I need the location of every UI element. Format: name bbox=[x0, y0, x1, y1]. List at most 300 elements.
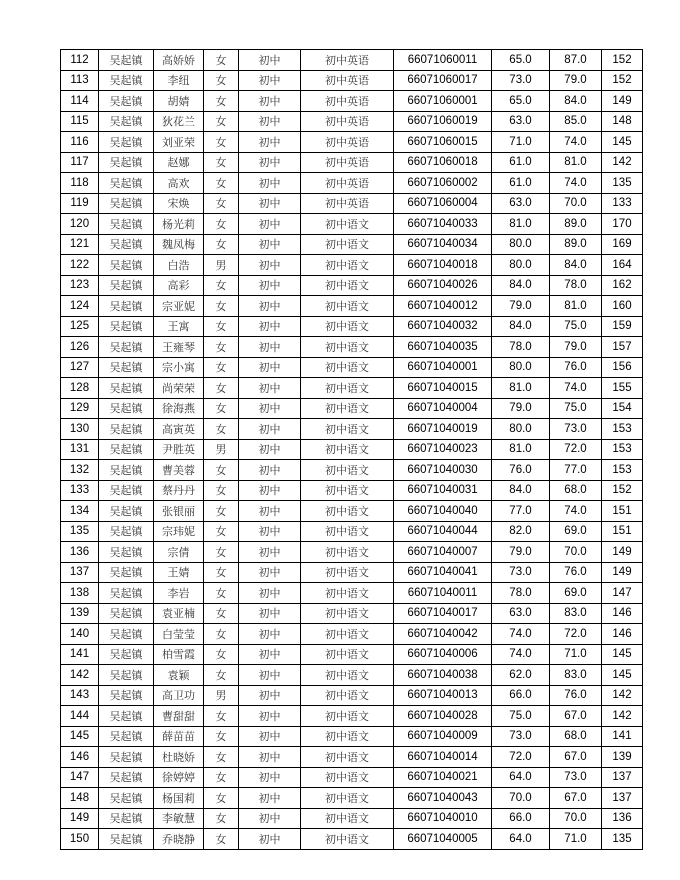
score-1-cell: 64.0 bbox=[492, 767, 550, 788]
name-cell: 宋焕 bbox=[154, 193, 204, 214]
subject-cell: 初中语文 bbox=[301, 255, 394, 276]
gender-cell: 女 bbox=[204, 767, 239, 788]
name-cell: 王寓 bbox=[154, 316, 204, 337]
gender-cell: 女 bbox=[204, 747, 239, 768]
town-cell: 吴起镇 bbox=[99, 152, 154, 173]
score-2-cell: 68.0 bbox=[550, 726, 602, 747]
subject-cell: 初中语文 bbox=[301, 808, 394, 829]
town-cell: 吴起镇 bbox=[99, 808, 154, 829]
name-cell: 杨光莉 bbox=[154, 214, 204, 235]
table-row bbox=[61, 316, 643, 337]
table-row bbox=[61, 296, 643, 317]
table-row bbox=[61, 111, 643, 132]
total-cell: 157 bbox=[602, 337, 643, 358]
score-2-cell: 84.0 bbox=[550, 255, 602, 276]
exam-id-cell: 66071040004 bbox=[394, 398, 492, 419]
table-row bbox=[61, 234, 643, 255]
level-cell: 初中 bbox=[239, 808, 301, 829]
gender-cell: 女 bbox=[204, 665, 239, 686]
score-1-cell: 80.0 bbox=[492, 419, 550, 440]
score-2-cell: 70.0 bbox=[550, 808, 602, 829]
total-cell: 145 bbox=[602, 132, 643, 153]
row-number-cell: 136 bbox=[61, 542, 99, 563]
town-cell: 吴起镇 bbox=[99, 521, 154, 542]
subject-cell: 初中语文 bbox=[301, 398, 394, 419]
score-1-cell: 70.0 bbox=[492, 788, 550, 809]
subject-cell: 初中语文 bbox=[301, 357, 394, 378]
score-1-cell: 78.0 bbox=[492, 337, 550, 358]
table-row bbox=[61, 542, 643, 563]
score-2-cell: 71.0 bbox=[550, 829, 602, 850]
gender-cell: 女 bbox=[204, 726, 239, 747]
name-cell: 柏雪霞 bbox=[154, 644, 204, 665]
gender-cell: 女 bbox=[204, 808, 239, 829]
score-1-cell: 63.0 bbox=[492, 603, 550, 624]
name-cell: 王雍琴 bbox=[154, 337, 204, 358]
row-number-cell: 113 bbox=[61, 70, 99, 91]
total-cell: 156 bbox=[602, 357, 643, 378]
name-cell: 乔晓静 bbox=[154, 829, 204, 850]
level-cell: 初中 bbox=[239, 501, 301, 522]
name-cell: 高卫功 bbox=[154, 685, 204, 706]
table-row bbox=[61, 70, 643, 91]
row-number-cell: 146 bbox=[61, 747, 99, 768]
row-number-cell: 144 bbox=[61, 706, 99, 727]
exam-id-cell: 66071060019 bbox=[394, 111, 492, 132]
name-cell: 杨国莉 bbox=[154, 788, 204, 809]
subject-cell: 初中英语 bbox=[301, 50, 394, 71]
level-cell: 初中 bbox=[239, 152, 301, 173]
town-cell: 吴起镇 bbox=[99, 255, 154, 276]
total-cell: 146 bbox=[602, 603, 643, 624]
total-cell: 141 bbox=[602, 726, 643, 747]
total-cell: 142 bbox=[602, 685, 643, 706]
score-1-cell: 80.0 bbox=[492, 234, 550, 255]
town-cell: 吴起镇 bbox=[99, 50, 154, 71]
row-number-cell: 133 bbox=[61, 480, 99, 501]
gender-cell: 女 bbox=[204, 234, 239, 255]
total-cell: 135 bbox=[602, 829, 643, 850]
score-2-cell: 76.0 bbox=[550, 357, 602, 378]
table-row bbox=[61, 460, 643, 481]
town-cell: 吴起镇 bbox=[99, 132, 154, 153]
subject-cell: 初中语文 bbox=[301, 480, 394, 501]
name-cell: 王婧 bbox=[154, 562, 204, 583]
score-1-cell: 80.0 bbox=[492, 255, 550, 276]
table-row bbox=[61, 255, 643, 276]
score-1-cell: 74.0 bbox=[492, 644, 550, 665]
row-number-cell: 116 bbox=[61, 132, 99, 153]
table-row bbox=[61, 603, 643, 624]
name-cell: 高彩 bbox=[154, 275, 204, 296]
table-row bbox=[61, 665, 643, 686]
town-cell: 吴起镇 bbox=[99, 644, 154, 665]
name-cell: 宗小寓 bbox=[154, 357, 204, 378]
score-2-cell: 77.0 bbox=[550, 460, 602, 481]
table-row bbox=[61, 214, 643, 235]
name-cell: 尚荣荣 bbox=[154, 378, 204, 399]
gender-cell: 女 bbox=[204, 152, 239, 173]
subject-cell: 初中语文 bbox=[301, 829, 394, 850]
subject-cell: 初中语文 bbox=[301, 234, 394, 255]
row-number-cell: 124 bbox=[61, 296, 99, 317]
table-body bbox=[61, 50, 643, 850]
subject-cell: 初中语文 bbox=[301, 562, 394, 583]
score-1-cell: 84.0 bbox=[492, 316, 550, 337]
subject-cell: 初中英语 bbox=[301, 193, 394, 214]
subject-cell: 初中语文 bbox=[301, 706, 394, 727]
level-cell: 初中 bbox=[239, 788, 301, 809]
exam-id-cell: 66071060018 bbox=[394, 152, 492, 173]
score-2-cell: 75.0 bbox=[550, 316, 602, 337]
table-row bbox=[61, 624, 643, 645]
town-cell: 吴起镇 bbox=[99, 562, 154, 583]
total-cell: 154 bbox=[602, 398, 643, 419]
gender-cell: 女 bbox=[204, 296, 239, 317]
row-number-cell: 131 bbox=[61, 439, 99, 460]
row-number-cell: 138 bbox=[61, 583, 99, 604]
row-number-cell: 134 bbox=[61, 501, 99, 522]
town-cell: 吴起镇 bbox=[99, 767, 154, 788]
level-cell: 初中 bbox=[239, 521, 301, 542]
total-cell: 142 bbox=[602, 706, 643, 727]
town-cell: 吴起镇 bbox=[99, 665, 154, 686]
name-cell: 薛苗苗 bbox=[154, 726, 204, 747]
subject-cell: 初中语文 bbox=[301, 419, 394, 440]
score-1-cell: 66.0 bbox=[492, 685, 550, 706]
name-cell: 袁亚楠 bbox=[154, 603, 204, 624]
score-1-cell: 81.0 bbox=[492, 378, 550, 399]
subject-cell: 初中语文 bbox=[301, 644, 394, 665]
exam-id-cell: 66071040026 bbox=[394, 275, 492, 296]
table-row bbox=[61, 562, 643, 583]
row-number-cell: 127 bbox=[61, 357, 99, 378]
score-2-cell: 79.0 bbox=[550, 337, 602, 358]
row-number-cell: 148 bbox=[61, 788, 99, 809]
table-row bbox=[61, 706, 643, 727]
gender-cell: 女 bbox=[204, 501, 239, 522]
score-2-cell: 74.0 bbox=[550, 173, 602, 194]
score-1-cell: 63.0 bbox=[492, 193, 550, 214]
score-2-cell: 78.0 bbox=[550, 275, 602, 296]
score-1-cell: 72.0 bbox=[492, 747, 550, 768]
row-number-cell: 129 bbox=[61, 398, 99, 419]
table-row bbox=[61, 173, 643, 194]
name-cell: 李纽 bbox=[154, 70, 204, 91]
row-number-cell: 123 bbox=[61, 275, 99, 296]
score-2-cell: 89.0 bbox=[550, 214, 602, 235]
row-number-cell: 114 bbox=[61, 91, 99, 112]
name-cell: 徐海燕 bbox=[154, 398, 204, 419]
level-cell: 初中 bbox=[239, 747, 301, 768]
subject-cell: 初中英语 bbox=[301, 173, 394, 194]
row-number-cell: 126 bbox=[61, 337, 99, 358]
town-cell: 吴起镇 bbox=[99, 480, 154, 501]
town-cell: 吴起镇 bbox=[99, 706, 154, 727]
gender-cell: 女 bbox=[204, 419, 239, 440]
total-cell: 142 bbox=[602, 152, 643, 173]
town-cell: 吴起镇 bbox=[99, 214, 154, 235]
town-cell: 吴起镇 bbox=[99, 542, 154, 563]
score-2-cell: 71.0 bbox=[550, 644, 602, 665]
subject-cell: 初中语文 bbox=[301, 583, 394, 604]
level-cell: 初中 bbox=[239, 603, 301, 624]
name-cell: 刘亚荣 bbox=[154, 132, 204, 153]
score-1-cell: 73.0 bbox=[492, 726, 550, 747]
exam-id-cell: 66071060001 bbox=[394, 91, 492, 112]
gender-cell: 女 bbox=[204, 378, 239, 399]
town-cell: 吴起镇 bbox=[99, 439, 154, 460]
table-row bbox=[61, 357, 643, 378]
score-2-cell: 67.0 bbox=[550, 706, 602, 727]
gender-cell: 女 bbox=[204, 132, 239, 153]
total-cell: 145 bbox=[602, 644, 643, 665]
name-cell: 赵娜 bbox=[154, 152, 204, 173]
score-2-cell: 89.0 bbox=[550, 234, 602, 255]
name-cell: 曹甜甜 bbox=[154, 706, 204, 727]
exam-id-cell: 66071040043 bbox=[394, 788, 492, 809]
total-cell: 151 bbox=[602, 521, 643, 542]
town-cell: 吴起镇 bbox=[99, 398, 154, 419]
name-cell: 袁颖 bbox=[154, 665, 204, 686]
score-2-cell: 85.0 bbox=[550, 111, 602, 132]
level-cell: 初中 bbox=[239, 234, 301, 255]
gender-cell: 女 bbox=[204, 70, 239, 91]
gender-cell: 女 bbox=[204, 480, 239, 501]
row-number-cell: 137 bbox=[61, 562, 99, 583]
town-cell: 吴起镇 bbox=[99, 419, 154, 440]
score-1-cell: 84.0 bbox=[492, 275, 550, 296]
gender-cell: 女 bbox=[204, 521, 239, 542]
table-row bbox=[61, 419, 643, 440]
total-cell: 146 bbox=[602, 624, 643, 645]
row-number-cell: 150 bbox=[61, 829, 99, 850]
table-row bbox=[61, 91, 643, 112]
subject-cell: 初中语文 bbox=[301, 767, 394, 788]
exam-id-cell: 66071040040 bbox=[394, 501, 492, 522]
total-cell: 137 bbox=[602, 767, 643, 788]
level-cell: 初中 bbox=[239, 50, 301, 71]
gender-cell: 男 bbox=[204, 439, 239, 460]
level-cell: 初中 bbox=[239, 726, 301, 747]
score-2-cell: 74.0 bbox=[550, 501, 602, 522]
total-cell: 153 bbox=[602, 419, 643, 440]
exam-id-cell: 66071040012 bbox=[394, 296, 492, 317]
subject-cell: 初中语文 bbox=[301, 378, 394, 399]
table-row bbox=[61, 808, 643, 829]
score-1-cell: 80.0 bbox=[492, 357, 550, 378]
score-2-cell: 76.0 bbox=[550, 685, 602, 706]
exam-id-cell: 66071040031 bbox=[394, 480, 492, 501]
row-number-cell: 141 bbox=[61, 644, 99, 665]
town-cell: 吴起镇 bbox=[99, 234, 154, 255]
name-cell: 宗玮妮 bbox=[154, 521, 204, 542]
level-cell: 初中 bbox=[239, 624, 301, 645]
exam-id-cell: 66071040044 bbox=[394, 521, 492, 542]
score-2-cell: 87.0 bbox=[550, 50, 602, 71]
score-1-cell: 63.0 bbox=[492, 111, 550, 132]
score-2-cell: 72.0 bbox=[550, 439, 602, 460]
town-cell: 吴起镇 bbox=[99, 603, 154, 624]
score-2-cell: 67.0 bbox=[550, 788, 602, 809]
score-1-cell: 79.0 bbox=[492, 398, 550, 419]
subject-cell: 初中英语 bbox=[301, 70, 394, 91]
total-cell: 149 bbox=[602, 542, 643, 563]
exam-id-cell: 66071040033 bbox=[394, 214, 492, 235]
score-1-cell: 84.0 bbox=[492, 480, 550, 501]
subject-cell: 初中英语 bbox=[301, 91, 394, 112]
score-2-cell: 74.0 bbox=[550, 132, 602, 153]
score-2-cell: 75.0 bbox=[550, 398, 602, 419]
score-2-cell: 69.0 bbox=[550, 521, 602, 542]
level-cell: 初中 bbox=[239, 132, 301, 153]
score-1-cell: 79.0 bbox=[492, 296, 550, 317]
level-cell: 初中 bbox=[239, 562, 301, 583]
level-cell: 初中 bbox=[239, 460, 301, 481]
row-number-cell: 140 bbox=[61, 624, 99, 645]
table-row bbox=[61, 501, 643, 522]
score-1-cell: 74.0 bbox=[492, 624, 550, 645]
subject-cell: 初中语文 bbox=[301, 460, 394, 481]
level-cell: 初中 bbox=[239, 480, 301, 501]
town-cell: 吴起镇 bbox=[99, 726, 154, 747]
gender-cell: 女 bbox=[204, 193, 239, 214]
name-cell: 曹美蓉 bbox=[154, 460, 204, 481]
score-1-cell: 76.0 bbox=[492, 460, 550, 481]
score-2-cell: 81.0 bbox=[550, 296, 602, 317]
exam-id-cell: 66071040028 bbox=[394, 706, 492, 727]
level-cell: 初中 bbox=[239, 583, 301, 604]
level-cell: 初中 bbox=[239, 296, 301, 317]
gender-cell: 女 bbox=[204, 624, 239, 645]
town-cell: 吴起镇 bbox=[99, 193, 154, 214]
row-number-cell: 139 bbox=[61, 603, 99, 624]
name-cell: 李敏慧 bbox=[154, 808, 204, 829]
subject-cell: 初中语文 bbox=[301, 624, 394, 645]
exam-id-cell: 66071040014 bbox=[394, 747, 492, 768]
total-cell: 164 bbox=[602, 255, 643, 276]
town-cell: 吴起镇 bbox=[99, 788, 154, 809]
table-row bbox=[61, 788, 643, 809]
exam-id-cell: 66071040019 bbox=[394, 419, 492, 440]
gender-cell: 女 bbox=[204, 542, 239, 563]
table-row bbox=[61, 583, 643, 604]
table-row bbox=[61, 50, 643, 71]
gender-cell: 女 bbox=[204, 644, 239, 665]
score-2-cell: 72.0 bbox=[550, 624, 602, 645]
exam-id-cell: 66071060011 bbox=[394, 50, 492, 71]
score-1-cell: 65.0 bbox=[492, 91, 550, 112]
gender-cell: 女 bbox=[204, 398, 239, 419]
total-cell: 153 bbox=[602, 439, 643, 460]
town-cell: 吴起镇 bbox=[99, 685, 154, 706]
name-cell: 宗倩 bbox=[154, 542, 204, 563]
level-cell: 初中 bbox=[239, 70, 301, 91]
total-cell: 151 bbox=[602, 501, 643, 522]
name-cell: 李岩 bbox=[154, 583, 204, 604]
town-cell: 吴起镇 bbox=[99, 501, 154, 522]
row-number-cell: 112 bbox=[61, 50, 99, 71]
level-cell: 初中 bbox=[239, 91, 301, 112]
gender-cell: 女 bbox=[204, 316, 239, 337]
score-2-cell: 67.0 bbox=[550, 747, 602, 768]
total-cell: 135 bbox=[602, 173, 643, 194]
gender-cell: 女 bbox=[204, 111, 239, 132]
row-number-cell: 147 bbox=[61, 767, 99, 788]
exam-id-cell: 66071040010 bbox=[394, 808, 492, 829]
subject-cell: 初中英语 bbox=[301, 132, 394, 153]
score-1-cell: 75.0 bbox=[492, 706, 550, 727]
row-number-cell: 121 bbox=[61, 234, 99, 255]
town-cell: 吴起镇 bbox=[99, 624, 154, 645]
score-1-cell: 66.0 bbox=[492, 808, 550, 829]
score-2-cell: 84.0 bbox=[550, 91, 602, 112]
total-cell: 139 bbox=[602, 747, 643, 768]
gender-cell: 女 bbox=[204, 829, 239, 850]
gender-cell: 女 bbox=[204, 337, 239, 358]
table-row bbox=[61, 747, 643, 768]
level-cell: 初中 bbox=[239, 275, 301, 296]
row-number-cell: 118 bbox=[61, 173, 99, 194]
table-row bbox=[61, 726, 643, 747]
score-1-cell: 73.0 bbox=[492, 70, 550, 91]
score-1-cell: 78.0 bbox=[492, 583, 550, 604]
town-cell: 吴起镇 bbox=[99, 275, 154, 296]
name-cell: 高欢 bbox=[154, 173, 204, 194]
level-cell: 初中 bbox=[239, 767, 301, 788]
score-2-cell: 70.0 bbox=[550, 193, 602, 214]
exam-id-cell: 66071040018 bbox=[394, 255, 492, 276]
name-cell: 宗亚妮 bbox=[154, 296, 204, 317]
total-cell: 170 bbox=[602, 214, 643, 235]
level-cell: 初中 bbox=[239, 173, 301, 194]
town-cell: 吴起镇 bbox=[99, 378, 154, 399]
subject-cell: 初中语文 bbox=[301, 726, 394, 747]
name-cell: 杜晓娇 bbox=[154, 747, 204, 768]
score-1-cell: 81.0 bbox=[492, 439, 550, 460]
gender-cell: 女 bbox=[204, 788, 239, 809]
table-row bbox=[61, 829, 643, 850]
town-cell: 吴起镇 bbox=[99, 829, 154, 850]
total-cell: 160 bbox=[602, 296, 643, 317]
level-cell: 初中 bbox=[239, 316, 301, 337]
name-cell: 白浩 bbox=[154, 255, 204, 276]
name-cell: 张银丽 bbox=[154, 501, 204, 522]
name-cell: 白莹莹 bbox=[154, 624, 204, 645]
name-cell: 高寅英 bbox=[154, 419, 204, 440]
name-cell: 蔡丹丹 bbox=[154, 480, 204, 501]
town-cell: 吴起镇 bbox=[99, 91, 154, 112]
table-row bbox=[61, 132, 643, 153]
exam-id-cell: 66071040021 bbox=[394, 767, 492, 788]
level-cell: 初中 bbox=[239, 255, 301, 276]
total-cell: 136 bbox=[602, 808, 643, 829]
score-2-cell: 83.0 bbox=[550, 665, 602, 686]
gender-cell: 男 bbox=[204, 685, 239, 706]
subject-cell: 初中语文 bbox=[301, 316, 394, 337]
town-cell: 吴起镇 bbox=[99, 583, 154, 604]
table-row bbox=[61, 480, 643, 501]
subject-cell: 初中语文 bbox=[301, 747, 394, 768]
table-row bbox=[61, 337, 643, 358]
row-number-cell: 122 bbox=[61, 255, 99, 276]
table-row bbox=[61, 275, 643, 296]
exam-id-cell: 66071040009 bbox=[394, 726, 492, 747]
total-cell: 162 bbox=[602, 275, 643, 296]
level-cell: 初中 bbox=[239, 111, 301, 132]
score-1-cell: 61.0 bbox=[492, 173, 550, 194]
table-row bbox=[61, 685, 643, 706]
